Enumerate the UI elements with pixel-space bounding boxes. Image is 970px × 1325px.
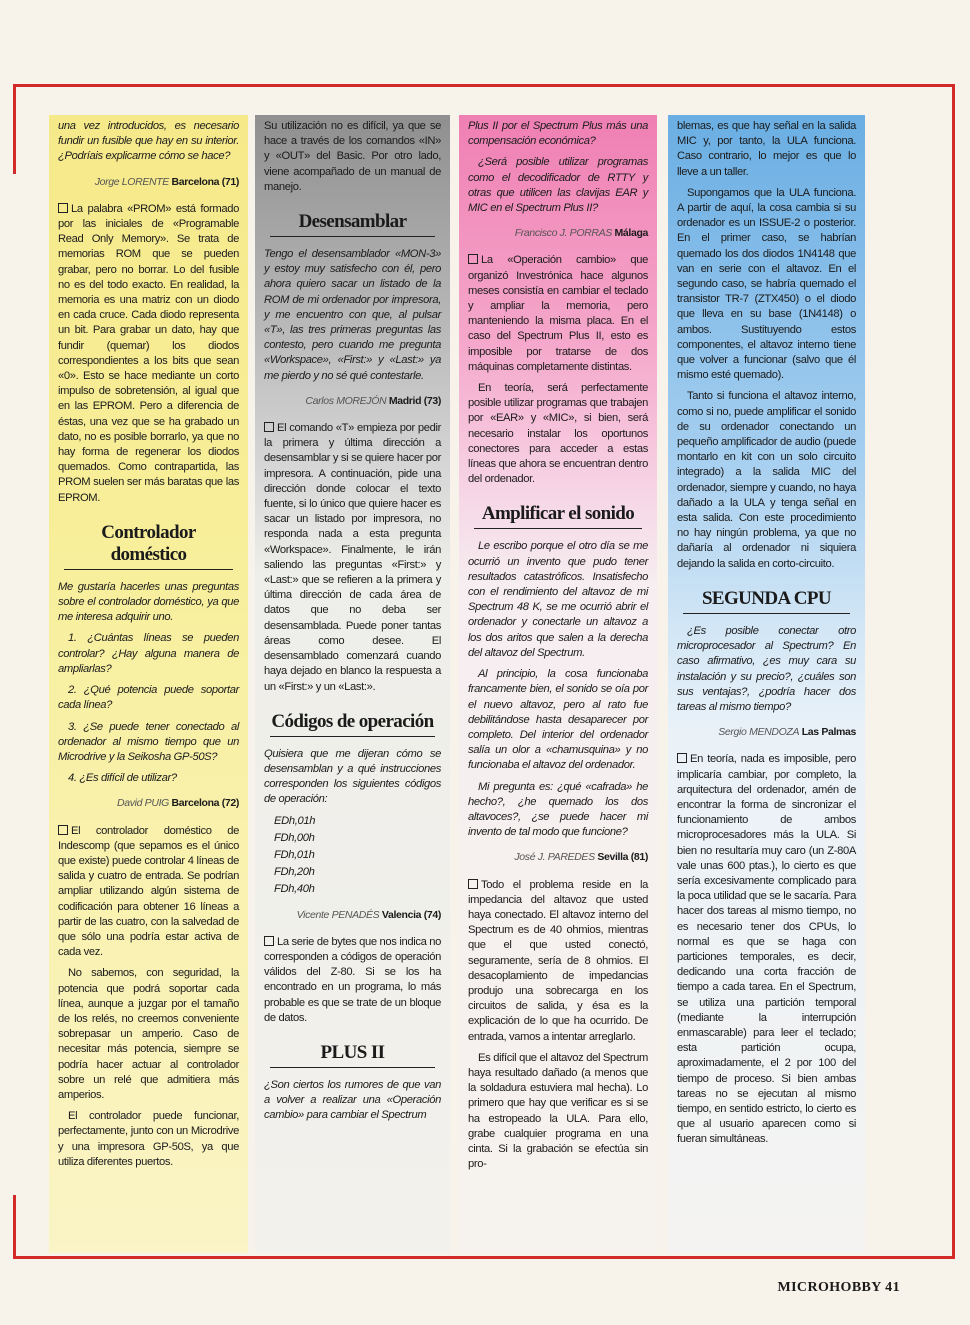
answer-body: En teoría, nada es imposible, pero implicaría cambiar, por completo, la arquitectura del ordenador, amén de encontrar la forma de sincronizar el funcionamiento de ambos microprocesadores más la ULA. Si bien no resultaría muy caro (un Z-80A vale unas 600 ptas.), lo cierto es que sería excesivamente complicado para la poca utilidad que se le sacaría. Para hacer dos tareas al mismo tiempo, no es necesario tener dos CPUs, lo normal es que se haga con particiones temporales, es decir, dedicando una corta fracción de tiempo a cada tarea. En el Spectrum, se utiliza una partición temporal (mediante la interrupción enmascarable) para leer el teclado; esta partición ocupa, aproximadamente, el 2 por 100 del tiempo de proceso. Si bien ambas tareas no se ejecutan al mismo tiempo, en sentido estricto, lo cierto es que al usuario aparecen como si fueran simultáneas. <box>677 753 856 1146</box>
question-text: ¿Son ciertos los rumores de que van a volver a realizar una «Operación cambio» para cambiar el Spectrum <box>264 1078 441 1122</box>
question-text: Plus II por el Spectrum Plus más una compensación económica? <box>468 120 648 148</box>
answer-box-icon <box>264 422 274 432</box>
signature-city: Sevilla (81) <box>597 851 648 864</box>
answer-box-icon <box>58 203 68 213</box>
answer-body: El comando «T» empieza por pedir la primera y última dirección a desensamblar y si se quiere hacer por impresora. A continuación, pide una dirección donde colocar el texto fuente, si lo único que quiere hacer es sacar un listado por impresora, no responda nada a esta pregunta «Workspace». Finalmente, le irán saliendo las preguntas «First:» y «Last:» que se refieren a la primera y última dirección de cada área de datos que no deba ser desensamblada. Puede poner tantas áreas como desee. El desensamblado comenzará cuando haya dejado en blanco la respuesta a un «First:» y un «Last:». <box>264 422 441 693</box>
question-text: Mi pregunta es: ¿qué «cafrada» he hecho?, ¿he quemado los dos altavoces?, ¿se puede hacer mi invento de tal modo que funcione? <box>468 780 648 839</box>
signature-name: Vicente PENADÉS <box>296 908 380 921</box>
signature-city: Valencia (74) <box>381 908 441 921</box>
signature <box>264 908 441 923</box>
answer-text <box>58 824 239 961</box>
column-1 <box>49 115 248 1253</box>
question-text: una vez introducidos, es necesario fundir un fusible que hay en su interior. ¿Podríais explicarme cómo se hace? <box>58 120 239 163</box>
answer-box-icon <box>468 254 478 264</box>
answer-box-icon <box>677 753 687 763</box>
bottom-rule <box>15 1256 955 1259</box>
signature <box>468 226 648 241</box>
opcode-line: FDh,20h <box>274 866 315 879</box>
column-4 <box>668 115 865 1253</box>
answer-body: La «Operación cambio» que organizó Investrónica hace algunos meses consistía en cambiar el teclado y ampliar la memoria, pero manteniendo la misma placa. En el caso del Spectrum Plus II, esto es imposible por tratarse de dos máquinas completamente distintas. <box>468 254 648 373</box>
answer-text <box>677 752 856 1147</box>
page-footer: MICROHOBBY 41 <box>777 1280 900 1295</box>
signature-city: Las Palmas <box>801 726 856 739</box>
signature <box>58 175 239 190</box>
answer-body: Todo el problema reside en la impedancia del altavoz que usted haya conectado. El altavoz interno del Spectrum es de 40 ohmios, mientras que el que usted conectó, seguramente, sería de 8 ohmios. El desacoplamiento de impedancias produjo una sobrecarga en los circuitos de salida, y ésa es la explicación de lo que ha ocurrido. De entrada, vamos a intentar arreglarlo. <box>468 878 648 1043</box>
section-heading: Controlador doméstico <box>64 522 233 570</box>
question-text: Al principio, la cosa funcionaba francamente bien, el sonido se oía por el nuevo altavoz, pero al rato fue debilitándose hasta desaparecer por completo. Del interior del ordenador salía un olor a «chamusquina» y no funcionaba el altavoz del ordenador. <box>468 668 648 772</box>
signature <box>677 725 856 740</box>
column-2 <box>255 115 450 1253</box>
signature-name: Francisco J. PORRAS <box>514 227 612 240</box>
left-rule-bottom <box>13 1195 16 1259</box>
signature-name: Sergio MENDOZA <box>718 726 800 739</box>
answer-text: Su utilización no es difícil, ya que se hace a través de los comandos «IN» y «OUT» del Basic. Por otro lado, viene acompañado de un manual de manejo. <box>264 120 441 193</box>
answer-body: La serie de bytes que nos indica no corresponden a códigos de operación válidos del Z-80. Si se los ha encontrado en un programa, lo más probable es que se trate de un bloque de datos. <box>264 935 441 1024</box>
answer-text: En teoría, será perfectamente posible utilizar programas que trabajen por «EAR» y «MIC», si bien, será necesario instalar los oportunos conectores para acceder a estas líneas que ahora se encuentran dentro del ordenador. <box>468 382 648 486</box>
answer-box-icon <box>58 825 68 835</box>
answer-box-icon <box>468 879 478 889</box>
section-heading: SEGUNDA CPU <box>683 588 850 614</box>
opcode-line: FDh,40h <box>274 883 315 896</box>
signature-name: David PUIG <box>117 797 169 810</box>
question-text: Quisiera que me dijeran cómo se desensamblan y a qué instrucciones corresponden los siguientes códigos de operación: <box>264 747 441 806</box>
section-heading: Códigos de operación <box>270 711 435 737</box>
answer-text <box>58 202 239 506</box>
question-text: Le escribo porque el otro día se me ocurrió un invento que pudo tener resultados catastróficos. Insatisfecho con el rendimiento del altavoz de mi Spectrum 48 K, se me ocurrió abrir el ordenador y conectarle un altavoz a los dos aritos que salen a la derecha del altavoz del Spectrum. <box>468 540 648 659</box>
opcode-line: EDh,01h <box>274 814 316 827</box>
section-heading: PLUS II <box>270 1042 435 1068</box>
answer-text: Tanto si funciona el altavoz interno, como si no, puede amplificar el sonido de su ordenador conectando un pequeño amplificador de audio (puede montarlo en kit con un solo circuito integrado) a la salida MIC del ordenador, siempre y cuando, no haya dañado a la ULA y tenga señal en esta salida. Con este procedimiento no hay ningún problema, ya que no dañaría al ordenador ni siquiera dejando la salida en corto-circuito. <box>677 390 856 570</box>
question-item: 2. ¿Qué potencia puede soportar cada línea? <box>58 684 239 712</box>
signature-name: José J. PAREDES <box>514 851 595 864</box>
question-text: Tengo el desensamblador «MON-3» y estoy muy satisfecho con él, pero ahora quiero sacar un listado de la ROM de mi ordenador por impresora, y me encuentro con que, al pulsar «T», las tres primeras preguntas las contesto, pero cuando me pregunta «Workspace», «First:» y «Last:» ya me pierdo y no sé qué contestarle. <box>264 248 441 382</box>
section-heading: Amplificar el sonido <box>474 503 642 529</box>
answer-box-icon <box>264 936 274 946</box>
question-item: 4. ¿Es difícil de utilizar? <box>68 772 177 785</box>
answer-text <box>264 935 441 1026</box>
opcode-line: FDh,01h <box>274 848 315 861</box>
question-text: Me gustaría hacerles unas preguntas sobre el controlador doméstico, ya que me interesa adquirir uno. <box>58 580 239 624</box>
right-rule <box>952 84 955 1256</box>
answer-body: El controlador doméstico de Indescomp (que sepamos es el único que existe) puede controlar 4 líneas de salida y cuatro de entrada. Se podrían ampliar utilizando algún sistema de codificación para obtener 16 líneas a partir de las cuatro, con la salvedad de que sólo una podría estar activa de cada vez. <box>58 824 239 959</box>
answer-text <box>468 878 648 1045</box>
top-rule <box>15 84 955 87</box>
opcode-line: FDh,00h <box>274 831 315 844</box>
signature-city: Madrid (73) <box>388 394 441 407</box>
section-heading: Desensamblar <box>270 211 435 237</box>
signature-name: Jorge LORENTE <box>94 175 169 188</box>
answer-text <box>468 253 648 375</box>
answer-body: La palabra «PROM» está formado por las iniciales de «Programable Read Only Memory». Se trata de memorias ROM que se pueden grabar, pero no borrar. Lo del fusible no es del todo exacto. En realidad, la memoria es una matriz con un diodo en cada cruce. Cada diodo representa un bit. Para grabar un dato, hay que fundir (quemar) los diodos correspondientes a los bits que sean «0». Esto se hace mediante un corto impulso de sobretensión, al igual que en las EPROM. Pero a diferencia de éstas, una vez que se ha grabado un dato, no es posible borrarlo, ya que no hay forma de regenerar los diodos quemados. Como contrapartida, las PROM suelen ser más baratas que las EPROM. <box>58 202 239 504</box>
signature <box>264 394 441 409</box>
signature-name: Carlos MOREJÓN <box>305 394 387 407</box>
signature <box>58 796 239 811</box>
signature <box>468 850 648 865</box>
question-item: 1. ¿Cuántas líneas se pueden controlar? ¿Hay alguna manera de ampliarlas? <box>58 632 239 675</box>
answer-text: El controlador puede funcionar, perfectamente, junto con un Microdrive y una impresora GP-50S, ya que utiliza diferentes puertos. <box>58 1110 239 1168</box>
left-rule-top <box>13 84 16 174</box>
signature-city: Barcelona (72) <box>171 797 239 810</box>
signature-city: Málaga <box>614 227 648 240</box>
answer-text: blemas, es que hay señal en la salida MIC y, por tanto, la ULA funciona. Caso contrario, lo mejor es que lo lleve a un taller. <box>677 120 856 178</box>
answer-text: No sabemos, con seguridad, la potencia que podrá soportar cada línea, aunque a juzgar por el tamaño de los relés, no creemos conveniente sobrepasar un amperio. Caso de necesitar más potencia, siempre se podría hacer actuar al controlador sobre un relé que admitiera más amperios. <box>58 967 239 1101</box>
question-text: ¿Será posible utilizar programas como el decodificador de RTTY y otras que utilicen las clavijas EAR y MIC en el Spectrum Plus II? <box>468 156 648 215</box>
question-text: ¿Es posible conectar otro microprocesador al Spectrum? En caso afirmativo, ¿es muy cara su instalación y su precio?, ¿cuáles son sus ventajas?, ¿podría hacer dos tareas al mismo tiempo? <box>677 624 856 713</box>
answer-text: Es difícil que el altavoz del Spectrum haya resultado dañado (a menos que la soldadura estuviera mal hecha). Lo primero que hay que verificar es si se ha estropeado la ULA. Para ello, grabe cualquier programa en una cinta. Si la grabación se efectúa sin pro- <box>468 1051 648 1171</box>
column-3 <box>459 115 657 1253</box>
signature-city: Barcelona (71) <box>171 175 239 188</box>
answer-text: Supongamos que la ULA funciona. A partir de aquí, la cosa cambia si su ordenador es un ISSUE-2 o posterior. En el primer caso, se habrían quemado los dos diodos 1N4148 que van en serie con el altavoz. En el segundo caso, se habría quemado el transistor TR-7 (ZTX450) o el diodo que lleva en su base (1N4148) o ambos. Sustituyendo estos componentes, el altavoz interno tiene que volver a funcionar (salvo que él mismo esté quemado). <box>677 186 856 382</box>
question-item: 3. ¿Se puede tener conectado al ordenador al mismo tiempo que un Microdrive y la Seikosha GP-50S? <box>58 720 239 763</box>
answer-text <box>264 421 441 695</box>
